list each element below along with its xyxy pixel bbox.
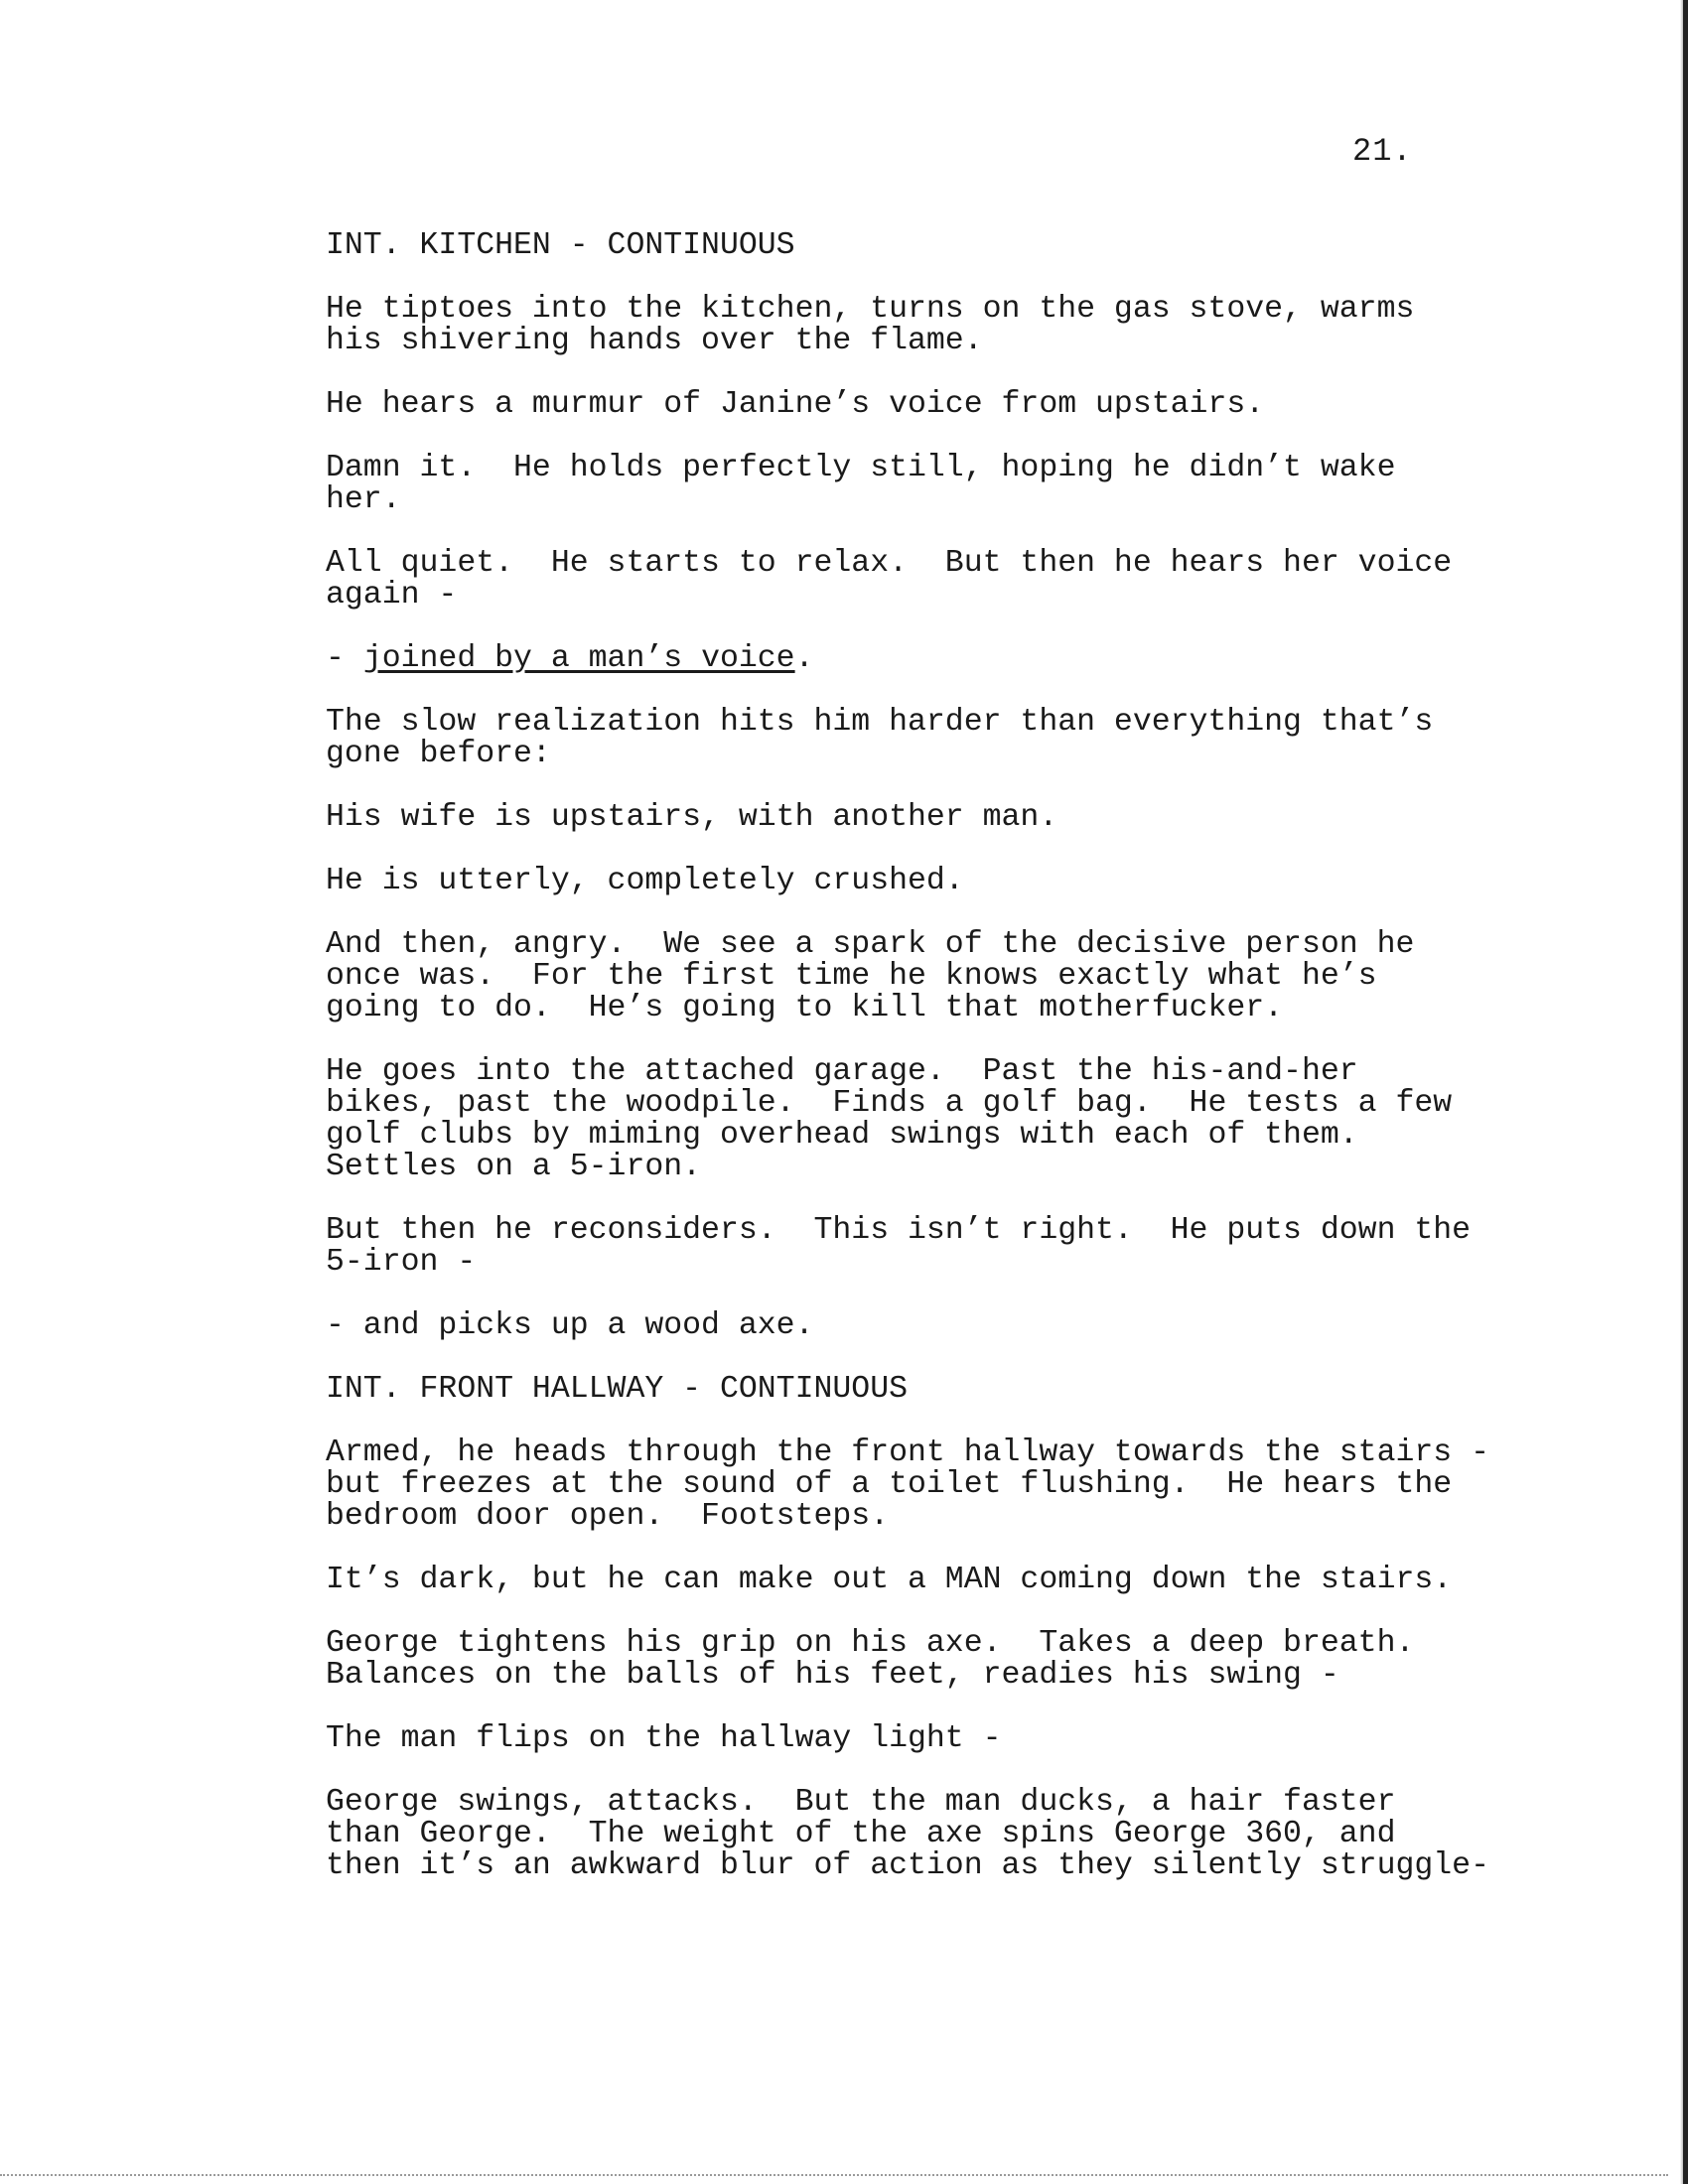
scene-heading-front-hallway: INT. FRONT HALLWAY - CONTINUOUS	[326, 1372, 908, 1407]
action-paragraph: He tiptoes into the kitchen, turns on the gas stove, warms his shivering hands over the flame.	[326, 292, 1415, 358]
action-paragraph: Armed, he heads through the front hallway towards the stairs - but freezes at the sound of a toilet flushing. He hears the bedroom door open. Footsteps.	[326, 1435, 1489, 1534]
action-paragraph: The slow realization hits him harder than everything that’s gone before:	[326, 705, 1434, 771]
action-paragraph-voice	[326, 643, 1477, 675]
action-paragraph: And then, angry. We see a spark of the decisive person he once was. For the first time he knows exactly what he’s going to do. He’s going to kill that motherfucker.	[326, 927, 1415, 1025]
voice-underlined-text: joined by a man’s voice	[362, 641, 795, 676]
action-paragraph: - and picks up a wood axe.	[326, 1308, 814, 1343]
action-paragraph: All quiet. He starts to relax. But then he hears her voice again -	[326, 546, 1453, 613]
scene-heading-kitchen: INT. KITCHEN - CONTINUOUS	[326, 228, 795, 263]
action-paragraph: He hears a murmur of Janine’s voice from upstairs.	[326, 387, 1265, 422]
action-paragraph: George swings, attacks. But the man ducks, a hair faster than George. The weight of the axe spins George 360, and then it’s an awkward blur of action as they silently struggle-	[326, 1785, 1489, 1883]
action-paragraph: The man flips on the hallway light -	[326, 1721, 1002, 1756]
action-paragraph: His wife is upstairs, with another man.	[326, 800, 1058, 835]
voice-suffix: .	[794, 641, 814, 676]
action-paragraph: It’s dark, but he can make out a MAN coming down the stairs.	[326, 1563, 1453, 1597]
page-number: 21.	[1352, 133, 1413, 170]
action-paragraph: He goes into the attached garage. Past the his-and-her bikes, past the woodpile. Finds a golf bag. He tests a few golf clubs by miming overhead swings with each of them. Settles on a 5-iron.	[326, 1054, 1453, 1184]
action-paragraph: He is utterly, completely crushed.	[326, 864, 964, 898]
page-edge-right	[1683, 0, 1688, 2184]
action-paragraph: George tightens his grip on his axe. Takes a deep breath. Balances on the balls of his feet, readies his swing -	[326, 1626, 1415, 1693]
action-paragraph: Damn it. He holds perfectly still, hoping he didn’t wake her.	[326, 451, 1396, 517]
page-edge-bottom	[0, 2174, 1668, 2176]
voice-prefix: -	[326, 641, 363, 676]
action-paragraph: But then he reconsiders. This isn’t right. He puts down the 5-iron -	[326, 1213, 1472, 1280]
script-body	[326, 228, 1489, 1914]
